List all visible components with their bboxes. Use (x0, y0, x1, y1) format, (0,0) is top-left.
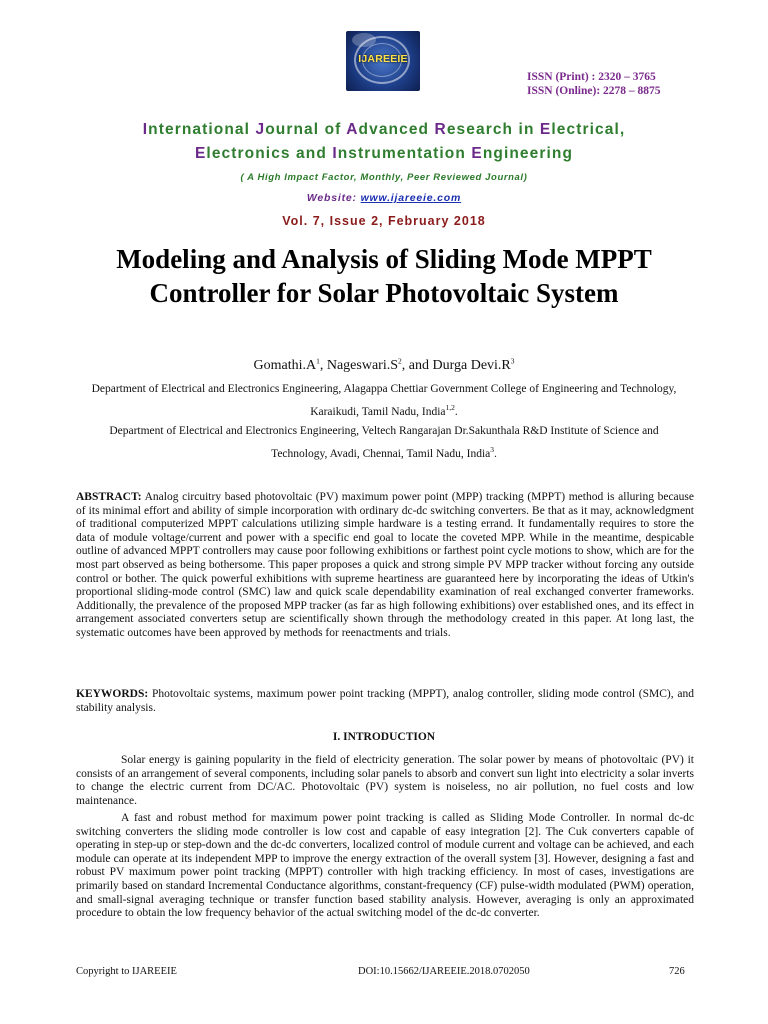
journal-name-segment: E (539, 121, 552, 138)
journal-name-segment: esearch in (446, 121, 540, 138)
journal-name-segment: ngineering (482, 145, 574, 162)
affiliation-1-marker: 1,2 (445, 403, 455, 413)
journal-name-segment: lectronics and (206, 145, 333, 162)
author-separator: , and (401, 358, 433, 373)
journal-website (0, 192, 768, 204)
section-heading: I. INTRODUCTION (332, 731, 436, 743)
journal-name-line-1 (0, 121, 768, 139)
journal-name-line-2 (0, 145, 768, 163)
journal-name-segment: of (324, 121, 347, 138)
journal-logo (346, 31, 420, 91)
footer-page-number: 726 (669, 966, 685, 977)
journal-name-segment: R (434, 121, 447, 138)
affiliation-2-end: . (494, 448, 497, 460)
affiliation-2 (80, 420, 688, 466)
affiliation-1-text: Department of Electrical and Electronics Engineering, Alagappa Chettiar Government College of Engineering and Technology, Karaikudi, Tamil Nadu, India (91, 383, 677, 418)
journal-name-segment: I (142, 121, 149, 138)
issn-online: ISSN (Online): 2278 – 8875 (527, 85, 661, 97)
footer-copyright: Copyright to IJAREEIE (76, 966, 177, 977)
intro-paragraph-2: A fast and robust method for maximum power point tracking is called as Sliding Mode Controller. In normal dc-dc switching converters the sliding mode controller is low cost and capable of easy integration [2]. The Cuk converters capable of operating in step-up or step-down and the dc-dc converters, localized control of module current and voltage can be achieved, and each module can operate at its independent MPP to improve the energy extraction of the overall system [3]. However, designing a fast and robust PV maximum power point tracking (MPPT) controller with high tracking efficiency. In most of cases, investigations are primarily based on standard Incremental Conductance algorithms, constant-frequency (CF) pulse-width modulated (PWM) operation, and small-signal averaging technique or transfer function based stability analysis. However, averaging is only an approximated procedure to obtain the low frequency behavior of the actual switching model of the dc-dc converter. (76, 812, 694, 920)
issn-block (527, 70, 661, 98)
journal-name-segment: A (346, 121, 359, 138)
journal-name-segment: I (332, 145, 338, 162)
footer-doi: DOI:10.15662/IJAREEIE.2018.0702050 (358, 966, 530, 977)
author-affiliation-marker: 2 (398, 356, 402, 366)
journal-name-segment: J (255, 121, 266, 138)
author-name: Nageswari.S (326, 358, 398, 373)
paper-title: Modeling and Analysis of Sliding Mode MPPT Controller for Solar Photovoltaic System (116, 244, 652, 308)
affiliation-1 (80, 378, 688, 424)
keywords-label: KEYWORDS: (76, 688, 149, 700)
abstract (76, 491, 694, 641)
journal-name-segment: nternational (148, 121, 256, 138)
journal-name-segment: E (194, 145, 207, 162)
issn-print: ISSN (Print) : 2320 – 3765 (527, 71, 656, 83)
keywords-text: Photovoltaic systems, maximum power point tracking (MPPT), analog controller, sliding mode control (SMC), and stability analysis. (76, 688, 694, 714)
author-separator: , (319, 358, 327, 373)
author-affiliation-marker: 3 (510, 356, 515, 366)
journal-name-segment: dvanced (358, 121, 435, 138)
website-label: Website: (306, 192, 361, 204)
affiliation-1-end: . (454, 406, 458, 418)
journal-name-segment: lectrical, (551, 121, 626, 138)
author-list (0, 358, 768, 374)
author-affiliation-marker: 1 (316, 356, 320, 366)
journal-name-segment: E (471, 145, 483, 162)
abstract-text: Analog circuitry based photovoltaic (PV) maximum power point (MPP) tracking (MPPT) method is alluring because of its minimal effort and ability of simple incorporation with ordinary dc-dc switching converters. Be that as it may, acknowledgment of traditional computerized MPPT calculations utilizing simple hardware is a testing errand. It fundamentally requires to store the data of module voltage/current and power with a specific end goal to locate the coveted MPP. While in the meantime, despicable outline of advanced MPPT controllers may cause poor following exhibitions or farthest point cycle motions to show, which are for the most part observed as being bothersome. This paper proposes a quick and strong simple PV MPP tracker without forcing any outside control or bother. The quick powerful exhibitions with supreme heartiness are guaranteed here by incorporating the ideas of Utkin's proportional sliding-mode control (SMC) law and quick scale dependability examination of real exchanged converter frameworks. Additionally, the prevalence of the proposed MPP tracker (as far as high following exhibitions) over established ones, and its effect in arrangement associated converters setup are scientifically shown through the methodology created in this paper. At long last, the systematic outcomes have been approved by methods for reenactments and trials. (76, 491, 694, 639)
journal-name-segment: ournal (265, 121, 325, 138)
keywords (76, 688, 694, 715)
abstract-label: ABSTRACT: (76, 491, 142, 503)
website-link[interactable]: www.ijareeie.com (360, 192, 462, 204)
author-name: Gomathi.A (253, 358, 317, 373)
affiliation-2-marker: 3 (490, 445, 495, 455)
logo-text: IJAREEIE (358, 53, 408, 65)
author-name: Durga Devi.R (432, 358, 511, 373)
journal-name-segment: nstrumentation (337, 145, 472, 162)
intro-paragraph-1: Solar energy is gaining popularity in the field of electricity generation. The solar power by means of photovoltaic (PV) it consists of an arrangement of several components, including solar panels to absorb and convert sun light into electricity a solar inverts to change the electric current from DC/AC. Photovoltaic (PV) system is noiseless, no air pollution, no fuel costs and low maintenance. (76, 754, 694, 807)
journal-tagline: ( A High Impact Factor, Monthly, Peer Reviewed Journal) (240, 172, 528, 183)
journal-volume: Vol. 7, Issue 2, February 2018 (282, 214, 486, 228)
affiliation-2-text: Department of Electrical and Electronics Engineering, Veltech Rangarajan Dr.Sakunthala R&D Institute of Science and Technology, Avadi, Chennai, Tamil Nadu, India (109, 425, 659, 460)
